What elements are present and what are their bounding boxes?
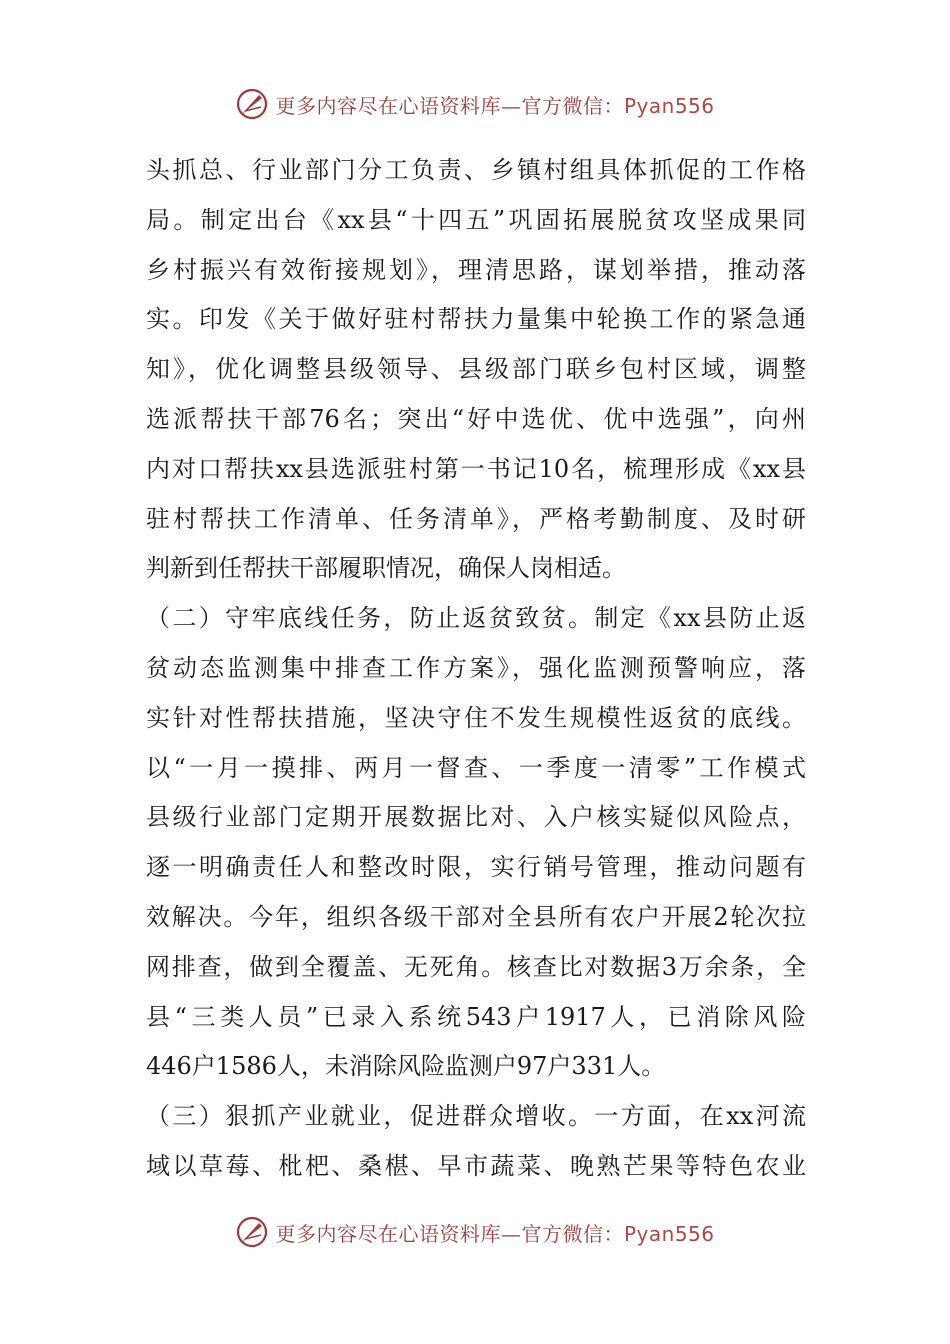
text-line: 县级行业部门定期开展数据比对、入户核实疑似风险点， xyxy=(146,803,806,832)
quill-logo-icon xyxy=(235,1215,269,1249)
quill-logo-icon xyxy=(235,87,269,121)
text-line: 域以草莓、枇杷、桑椹、早市蔬菜、晚熟芒果等特色农业 xyxy=(146,1151,806,1180)
text-line: 效解决。今年，组织各级干部对全县所有农户开展2轮次拉 xyxy=(146,902,806,931)
text-line: 内对口帮扶xx县选派驻村第一书记10名，梳理形成《xx县 xyxy=(146,454,806,483)
text-line: 446户1586人，未消除风险监测户97户331人。 xyxy=(146,1052,666,1081)
text-line: 头抓总、行业部门分工负责、乡镇村组具体抓促的工作格 xyxy=(146,156,806,184)
text-line: 县“三类人员”已录入系统543户1917人，已消除风险 xyxy=(146,1002,806,1031)
text-line: 贫动态监测集中排查工作方案》，强化监测预警响应，落 xyxy=(146,653,806,682)
text-line: 知》，优化调整县级领导、县级部门联乡包村区域，调整 xyxy=(146,355,806,384)
text-line: 局。制定出台《xx县“十四五”巩固拓展脱贫攻坚成果同 xyxy=(146,205,806,234)
footer-watermark xyxy=(0,1212,950,1252)
header-watermark xyxy=(0,84,950,124)
text-line: 以“一月一摸排、两月一督查、一季度一清零”工作模式 xyxy=(146,753,806,782)
document-body xyxy=(146,146,806,1192)
text-line: 实。印发《关于做好驻村帮扶力量集中轮换工作的紧急通 xyxy=(146,305,806,334)
text-line: 选派帮扶干部76名；突出“好中选优、优中选强”，向州 xyxy=(146,404,806,433)
text-line: 乡村振兴有效衔接规划》，理清思路，谋划举措，推动落 xyxy=(146,255,806,284)
text-line: 实针对性帮扶措施，坚决守住不发生规模性返贫的底线。 xyxy=(146,703,806,732)
watermark-text: 更多内容尽在心语资料库—官方微信：Pyan556 xyxy=(275,1221,715,1246)
text-line: 网排查，做到全覆盖、无死角。核查比对数据3万余条，全 xyxy=(146,952,806,981)
text-line: （三）狠抓产业就业，促进群众增收。一方面，在xx河流 xyxy=(146,1102,806,1131)
watermark-text: 更多内容尽在心语资料库—官方微信：Pyan556 xyxy=(275,93,715,118)
text-line: 判新到任帮扶干部履职情况，确保人岗相适。 xyxy=(146,554,626,583)
text-line: 逐一明确责任人和整改时限，实行销号管理，推动问题有 xyxy=(146,853,806,882)
text-line: 驻村帮扶工作清单、任务清单》，严格考勤制度、及时研 xyxy=(146,504,806,533)
text-line: （二）守牢底线任务，防止返贫致贫。制定《xx县防止返 xyxy=(146,604,806,633)
